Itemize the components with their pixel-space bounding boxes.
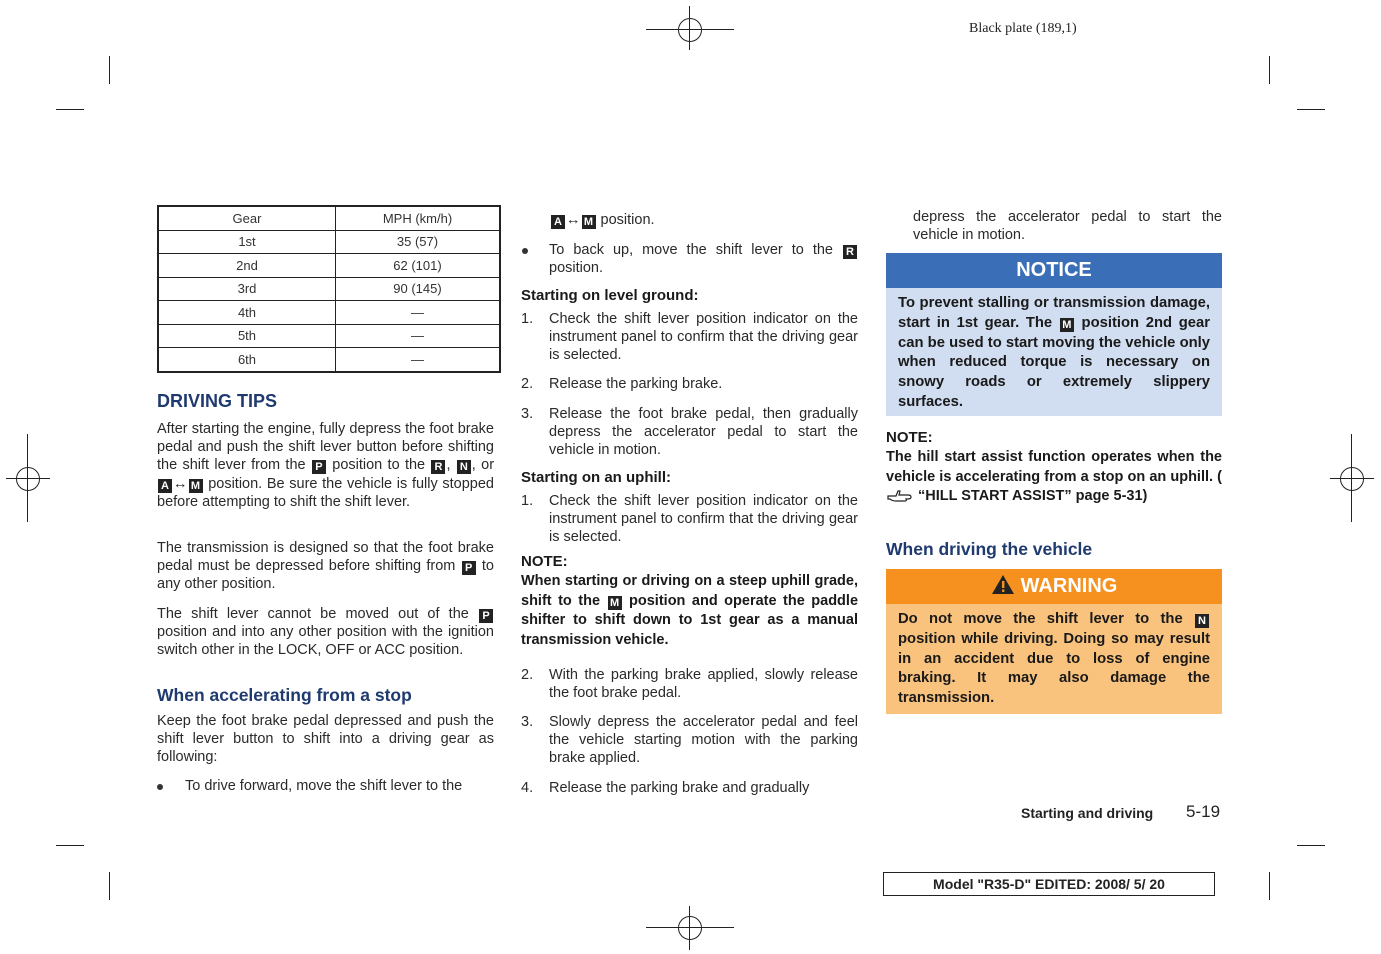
table-header: Gear xyxy=(158,206,336,230)
bullet-icon xyxy=(522,248,528,254)
driving-vehicle-section xyxy=(886,540,1222,558)
note-text: “HILL START ASSIST” page 5-31) xyxy=(918,488,1148,505)
gear-speed-table xyxy=(157,205,501,373)
list-item xyxy=(521,779,858,799)
n-position-icon: N xyxy=(1195,614,1209,628)
paragraph-text: to any other position. xyxy=(157,558,494,593)
plate-label: Black plate (189,1) xyxy=(969,21,1077,36)
table-header: MPH (km/h) xyxy=(336,206,501,230)
notice-text: To prevent stalling or transmission damage, start in 1st gear. The xyxy=(898,295,1210,331)
warning-text: position while driving. Doing so may result in an accident due to loss of engine braking. It may also damage the transmission. xyxy=(898,630,1210,707)
paragraph-text: position. xyxy=(549,260,604,277)
table-header-row xyxy=(158,206,500,230)
warning-box xyxy=(886,604,1222,714)
driving-tips-paragraph-1 xyxy=(157,420,494,511)
table-cell: 62 (101) xyxy=(336,254,501,278)
accelerating-paragraph xyxy=(157,712,494,767)
list-number: 4. xyxy=(521,780,534,796)
table-row xyxy=(158,301,500,325)
list-item xyxy=(521,666,858,704)
table-cell: 3rd xyxy=(158,277,336,301)
subsection-heading: When accelerating from a stop xyxy=(157,685,412,705)
paragraph-text: position and into any other position with the ignition switch other in the LOCK, OFF or ACC position. xyxy=(157,624,494,659)
note-text: When starting or driving on a steep uphill grade, shift to the xyxy=(521,573,858,609)
list-item xyxy=(521,310,858,366)
list-text: Release the parking brake. xyxy=(549,376,723,392)
list-number: 1. xyxy=(521,493,534,509)
m-position-icon: M xyxy=(189,479,203,493)
list-item xyxy=(521,713,858,769)
paragraph-text: , or xyxy=(471,457,495,474)
note-text: position and operate the paddle shifter to shift down to 1st gear as a manual transmission vehicle. xyxy=(521,592,859,649)
paragraph-text: position. xyxy=(600,212,655,228)
driving-tips-paragraph-2 xyxy=(157,539,494,594)
model-edited-box: Model "R35-D" EDITED: 2008/ 5/ 20 xyxy=(883,872,1215,896)
table-row xyxy=(158,277,500,301)
list-item xyxy=(521,405,858,461)
section-heading: DRIVING TIPS xyxy=(157,391,278,411)
bullet-back-up xyxy=(549,241,858,277)
table-cell: 5th xyxy=(158,324,336,348)
m-position-icon: M xyxy=(582,215,596,229)
m-position-icon: M xyxy=(1060,318,1074,332)
paragraph-text: position. Be sure the vehicle is fully stopped before attempting to shift the shift lever. xyxy=(157,475,494,510)
note-label: NOTE: xyxy=(886,429,933,446)
warning-header xyxy=(886,569,1222,604)
notice-text: position 2nd gear can be used to start moving the vehicle only when reduced torque is necessary on snowy roads or extremely slippery surfaces. xyxy=(898,314,1210,410)
list-text: Check the shift lever position indicator on the instrument panel to confirm that the driving gear is selected. xyxy=(549,493,858,546)
p-position-icon: P xyxy=(312,460,326,474)
table-cell: 6th xyxy=(158,348,336,372)
arrow-icon: ↔ xyxy=(566,212,581,228)
n-position-icon: N xyxy=(457,460,471,474)
list-text: Release the foot brake pedal, then gradually depress the accelerator pedal to start the vehicle in motion. xyxy=(549,406,858,459)
table-cell: — xyxy=(336,348,501,372)
uphill-note xyxy=(521,572,858,651)
paragraph-text: depress the accelerator pedal to start the vehicle in motion. xyxy=(913,209,1222,244)
a-position-icon: A xyxy=(551,215,565,229)
table-row xyxy=(158,230,500,254)
p-position-icon: P xyxy=(479,609,493,623)
paragraph-text: The shift lever cannot be moved out of the xyxy=(157,606,469,622)
table-cell: 90 (145) xyxy=(336,277,501,301)
bullet-drive-forward xyxy=(185,777,494,795)
table-cell: — xyxy=(336,324,501,348)
arrow-icon: ↔ xyxy=(173,475,188,492)
list-text: Slowly depress the accelerator pedal and feel the vehicle starting motion with the parking brake applied. xyxy=(549,714,858,767)
paragraph-text: position to the xyxy=(332,457,426,474)
note-label: NOTE: xyxy=(521,553,568,570)
bullet-drive-forward-continued xyxy=(550,211,858,229)
m-position-icon: M xyxy=(608,596,622,610)
hill-start-note xyxy=(886,448,1222,507)
page-number: 5-19 xyxy=(1186,802,1221,821)
notice-box xyxy=(886,288,1222,416)
table-row xyxy=(158,254,500,278)
note-text: The hill start assist function operates when the vehicle is accelerating from a stop on an uphill. ( xyxy=(886,449,1222,485)
list-number: 3. xyxy=(521,714,534,730)
table-cell: 2nd xyxy=(158,254,336,278)
warning-triangle-icon xyxy=(991,574,1015,595)
paragraph-text: After starting the engine, fully depress the foot brake pedal and push the shift lever button before shifting the shift lever from the xyxy=(157,421,494,474)
table-cell: 1st xyxy=(158,230,336,254)
r-position-icon: R xyxy=(431,460,445,474)
r-position-icon: R xyxy=(843,245,857,259)
list-item xyxy=(521,492,858,548)
paragraph-text: To back up, move the shift lever to the xyxy=(549,242,833,258)
table-cell: — xyxy=(336,301,501,325)
table-row xyxy=(158,348,500,372)
driving-tips-paragraph-3 xyxy=(157,605,494,660)
list-number: 2. xyxy=(521,667,534,683)
bullet-icon xyxy=(157,784,163,790)
notice-title: NOTICE xyxy=(886,253,1222,288)
warning-text: Do not move the shift lever to the xyxy=(898,611,1183,627)
paragraph-text: , xyxy=(446,457,451,474)
subsection-heading: When driving the vehicle xyxy=(886,539,1093,559)
table-cell: 4th xyxy=(158,301,336,325)
paragraph-text: Keep the foot brake pedal depressed and push the shift lever button to shift into a driving gear as following: xyxy=(157,713,494,766)
list-text: Release the parking brake and gradually xyxy=(549,780,810,796)
list-text: With the parking brake applied, slowly release the foot brake pedal. xyxy=(549,667,858,702)
list-text: Check the shift lever position indicator on the instrument panel to confirm that the driving gear is selected. xyxy=(549,311,858,364)
a-position-icon: A xyxy=(158,479,172,493)
uphill-heading: Starting on an uphill: xyxy=(521,469,671,486)
paragraph-text: To drive forward, move the shift lever to the xyxy=(185,778,463,794)
list-number: 1. xyxy=(521,311,534,327)
paragraph-text: The transmission is designed so that the foot brake pedal must be depressed before shifting from xyxy=(157,540,494,575)
p-position-icon: P xyxy=(462,561,476,575)
accelerating-section xyxy=(157,686,494,704)
table-row xyxy=(158,324,500,348)
list-number: 2. xyxy=(521,376,534,392)
list-item xyxy=(521,375,858,395)
table-cell: 35 (57) xyxy=(336,230,501,254)
warning-title: WARNING xyxy=(1020,575,1118,597)
pointing-hand-icon xyxy=(886,487,914,503)
footer-section-title: Starting and driving xyxy=(1021,805,1154,821)
list-number: 3. xyxy=(521,406,534,422)
column-1 xyxy=(157,392,494,410)
step-continued xyxy=(913,208,1222,244)
level-ground-heading: Starting on level ground: xyxy=(521,287,699,304)
